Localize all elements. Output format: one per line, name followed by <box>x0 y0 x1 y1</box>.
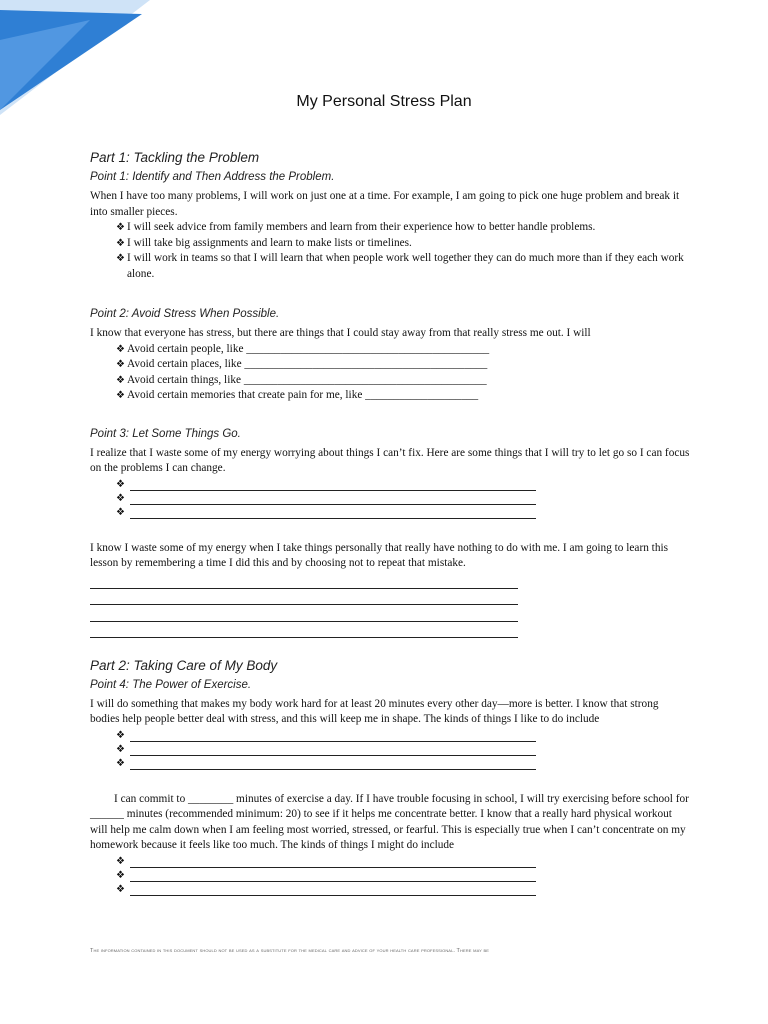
blank-list-item[interactable] <box>116 756 536 770</box>
list-item: ❖ Avoid certain places, like ___________________________________________ <box>116 357 690 373</box>
point3-title: Point 3: Let Some Things Go. <box>90 427 241 440</box>
bullet-icon: ❖ <box>116 374 125 386</box>
bullet-icon: ❖ <box>116 492 125 504</box>
list-item: ❖ Avoid certain things, like ___________________________________________ <box>116 373 690 389</box>
bullet-icon: ❖ <box>116 253 125 264</box>
list-item: ❖ I will work in teams so that I will learn that when people work well together they can do much more than if they each work alone. <box>116 252 684 280</box>
point3-blank-list <box>90 477 536 519</box>
blank-list-item[interactable] <box>116 854 536 868</box>
point2-list <box>90 342 690 404</box>
point2-title: Point 2: Avoid Stress When Possible. <box>90 308 280 320</box>
point1-title: Point 1: Identify and Then Address the Problem. <box>90 171 335 183</box>
bullet-icon: ❖ <box>116 359 125 370</box>
point1-intro: When I have too many problems, I will work on just one at a time. For example, I am going to pick one huge problem and break it into smaller pieces. <box>90 190 680 218</box>
bullet-icon: ❖ <box>116 237 125 249</box>
point4-title: Point 4: The Power of Exercise. <box>90 678 252 691</box>
point4-blank-list <box>90 728 536 770</box>
point2-intro: I know that everyone has stress, but there are things that I could stay away from that really stress me out. I will <box>90 327 591 339</box>
blank-list-item[interactable] <box>116 742 536 756</box>
response-line[interactable] <box>90 607 518 622</box>
blank-list-item[interactable] <box>116 491 536 505</box>
response-lines <box>90 574 518 639</box>
blank-list-item[interactable] <box>116 882 536 896</box>
list-item: ❖ I will take big assignments and learn to make lists or timelines. <box>116 236 690 252</box>
bullet-icon: ❖ <box>116 743 125 755</box>
bullet-icon: ❖ <box>116 757 125 769</box>
document-title: My Personal Stress Plan <box>296 93 472 110</box>
response-line[interactable] <box>90 623 518 638</box>
point4-blank-list-2 <box>90 854 536 896</box>
bullet-icon: ❖ <box>116 343 125 355</box>
bullet-icon: ❖ <box>116 869 125 881</box>
part1-title: Part 1: Tackling the Problem <box>90 150 260 165</box>
bullet-icon: ❖ <box>116 506 125 518</box>
list-item: ❖ Avoid certain people, like ___________________________________________ <box>116 342 690 358</box>
bullet-icon: ❖ <box>116 222 125 233</box>
part2-title: Part 2: Taking Care of My Body <box>90 657 278 673</box>
response-line[interactable] <box>90 574 518 589</box>
list-item: ❖ I will seek advice from family members and learn from their experience how to better handle problems. <box>116 220 690 236</box>
blank-list-item[interactable] <box>116 868 536 882</box>
point3-para2: I know I waste some of my energy when I take things personally that really have nothing to do with me. I am going to learn this lesson by remembering a time I did this and by choosing not to repeat that mistake. <box>90 541 668 569</box>
blank-list-item[interactable] <box>116 505 536 519</box>
point1-list <box>90 220 690 282</box>
bullet-icon: ❖ <box>116 883 125 895</box>
footer-disclaimer: The information contained in this document should not be used as a substitute for the medical care and advice of your health care professional. There may be <box>90 948 489 954</box>
response-line[interactable] <box>90 590 518 605</box>
blank-list-item[interactable] <box>116 728 536 742</box>
bullet-icon: ❖ <box>116 390 125 401</box>
bullet-icon: ❖ <box>116 855 125 867</box>
document-body <box>90 150 690 896</box>
bullet-icon: ❖ <box>116 478 125 490</box>
blank-list-item[interactable] <box>116 477 536 491</box>
point4-intro: I will do something that makes my body work hard for at least 20 minutes every other day—more is better. I know that strong bodies help people better deal with stress, and this will keep me in shape. The kinds of things I like to do include <box>90 697 659 725</box>
point3-intro: I realize that I waste some of my energy worrying about things I can’t fix. Here are some things that I will try to let go so I can focus on the problems I can change. <box>90 446 690 474</box>
point4-para2: I can commit to ________ minutes of exercise a day. If I have trouble focusing in school, I will try exercising before school for ______ minutes (recommended minimum: 20) to see if it helps me concentrate better. I know that a really hard physical workout will help me calm down when I am feeling most worried, stressed, or fearful. This is especially true when I can’t concentrate on my homework because it feels like too much. The kinds of things I might do include <box>90 792 689 851</box>
list-item: ❖ Avoid certain memories that create pain for me, like ____________________ <box>116 388 690 404</box>
bullet-icon: ❖ <box>116 729 125 741</box>
